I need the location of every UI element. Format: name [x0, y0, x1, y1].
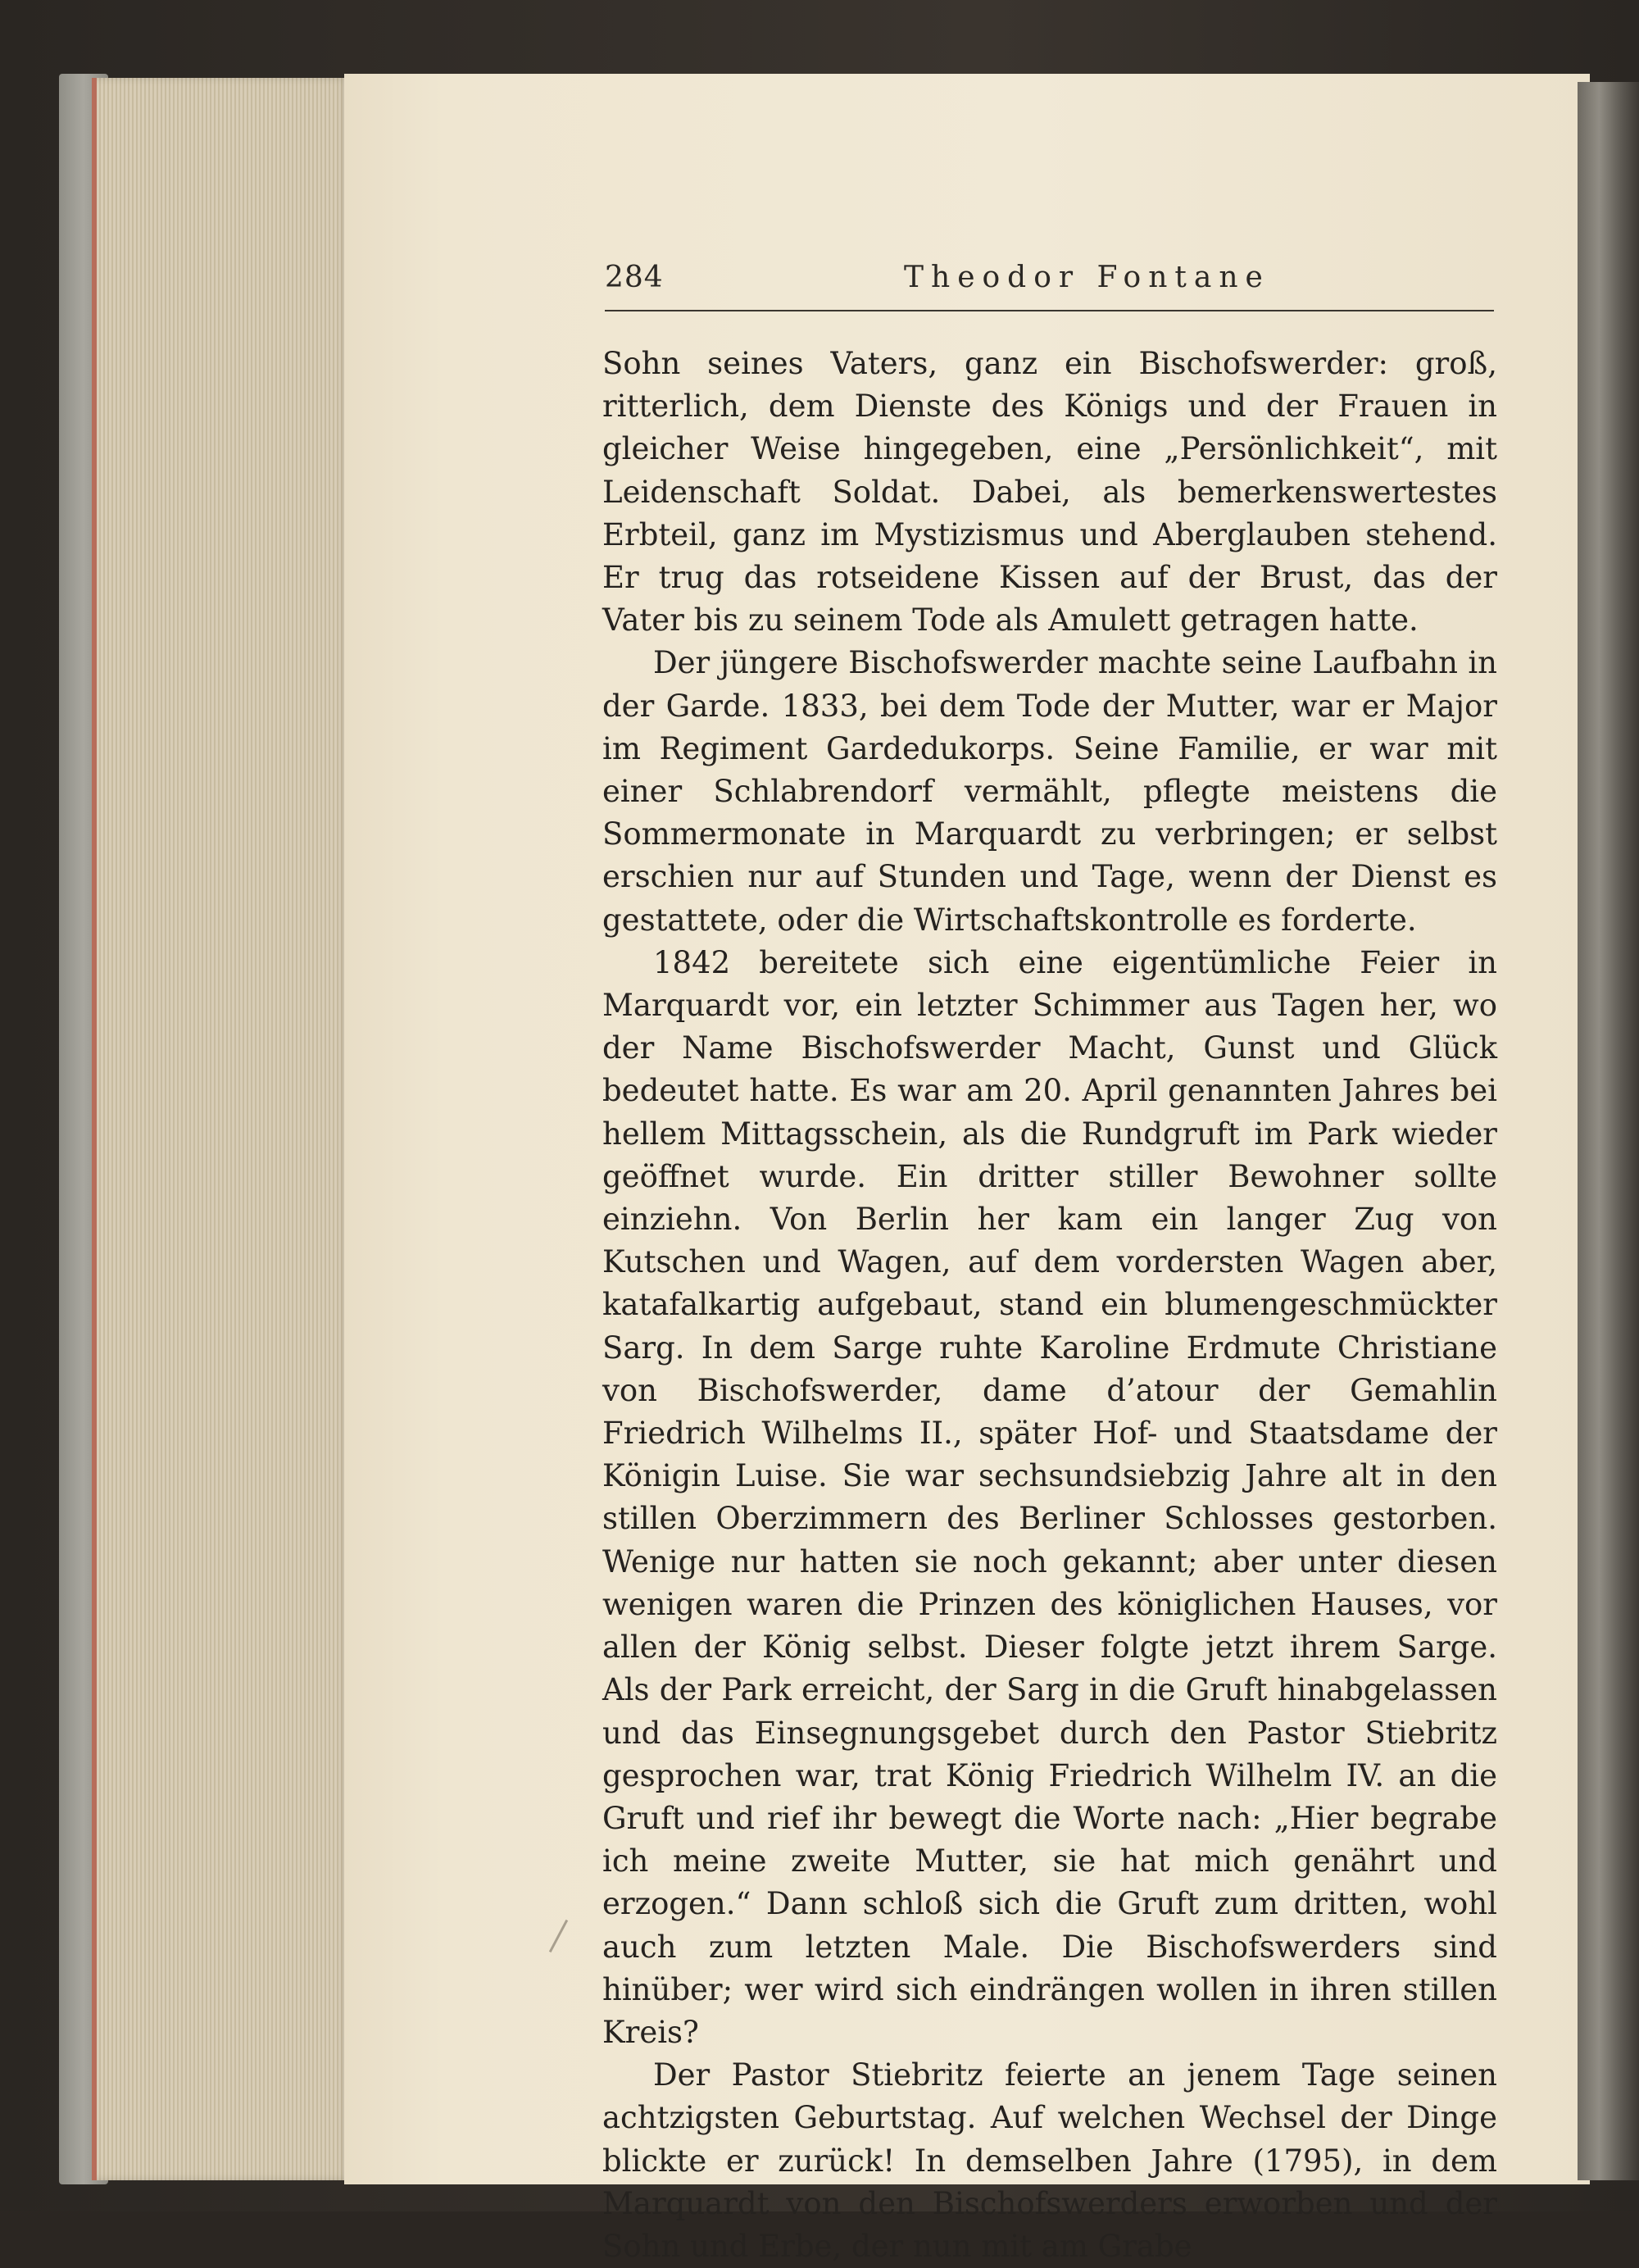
- paragraph: Sohn seines Vaters, ganz ein Bischofswerder: groß, ritterlich, dem Dienste des Königs und der Frauen in gleicher Weise hingegeben, eine „Persönlichkeit“, mit Leidenschaft Soldat. Dabei, als bemerkenswertestes Erbteil, ganz im Mystizismus und Aberglauben stehend. Er trug das rotseidene Kissen auf der Brust, das der Vater bis zu seinem Tode als Amulett getragen hatte.: [602, 346, 1497, 639]
- page-header: [605, 254, 1494, 311]
- book-gutter: [1578, 82, 1639, 2180]
- page-stack-edges: [92, 78, 351, 2180]
- running-head: Theodor Fontane: [904, 261, 1270, 294]
- body-text: [602, 343, 1497, 2268]
- paragraph: 1842 bereitete sich eine eigentümliche Feier in Marquardt vor, ein letzter Schimmer aus Tagen her, wo der Name Bischofswerder Macht, Gunst und Glück bedeutet hatte. Es war am 20. April genannten Jahres bei hellem Mittagsschein, als die Rundgruft im Park wieder geöffnet wurde. Ein dritter stiller Bewohner sollte einziehn. Von Berlin her kam ein langer Zug von Kutschen und Wagen, auf dem vordersten Wagen aber, katafalkartig aufgebaut, stand ein blumengeschmückter Sarg. In dem Sarge ruhte Karoline Erdmute Christiane von Bischofswerder, dame d’atour der Gemahlin Friedrich Wilhelms II., später Hof- und Staatsdame der Königin Luise. Sie war sechsundsiebzig Jahre alt in den stillen Oberzimmern des Berliner Schlosses gestorben. Wenige nur hatten sie noch gekannt; aber unter diesen wenigen waren die Prinzen des königlichen Hauses, vor allen der König selbst. Dieser folgte jetzt ihrem Sarge. Als der Park erreicht, der Sarg in die Gruft hinabgelassen und das Einsegnungsgebet durch den Pastor Stiebritz gesprochen war, trat König Friedrich Wilhelm IV. an die Gruft und rief ihr bewegt die Worte nach: „Hier begrabe ich meine zweite Mutter, sie hat mich genährt und erzogen.“ Dann schloß sich die Gruft zum dritten, wohl auch zum letzten Male. Die Bischofswerders sind hinüber; wer wird sich eindrängen wollen in ihren stillen Kreis?: [602, 944, 1497, 2050]
- paragraph: Der jüngere Bischofswerder machte seine Laufbahn in der Garde. 1833, bei dem Tode der Mutter, war er Major im Regiment Gardedukorps. Seine Familie, er war mit einer Schlabrendorf vermählt, pflegte meistens die Sommermonate in Marquardt zu verbringen; er selbst erschien nur auf Stunden und Tage, wenn der Dienst es gestattete, oder die Wirtschaftskontrolle es forderte.: [602, 645, 1497, 938]
- paragraph: Der Pastor Stiebritz feierte an jenem Tage seinen achtzigsten Geburtstag. Auf welchen Wechsel der Dinge blickte er zurück! In demselben Jahre (1795), in dem Marquardt von den Bischofswerders erworben und der Sohn und Erbe, der nun mit am Grabe: [602, 2057, 1497, 2264]
- page-number: 284: [605, 261, 664, 294]
